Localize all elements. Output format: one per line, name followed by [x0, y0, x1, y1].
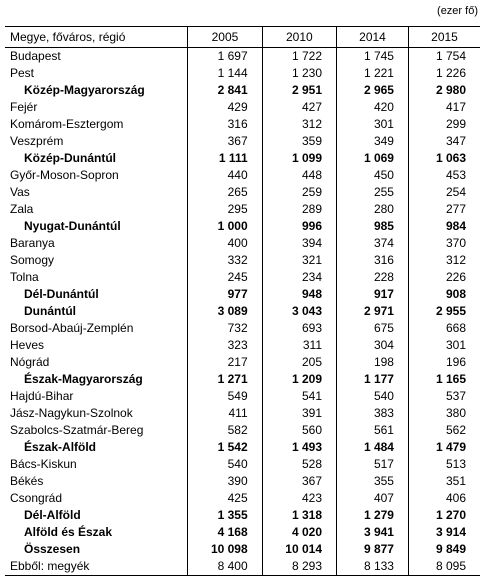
row-label: Budapest	[10, 49, 61, 63]
value-cell-2010: 948	[262, 286, 336, 303]
value-cell-2015: 8 095	[408, 558, 480, 576]
value-cell-2014: 450	[337, 167, 409, 184]
table-row	[5, 456, 480, 473]
value-cell-2005: 582	[188, 422, 262, 439]
value-cell-2014: 540	[337, 388, 409, 405]
table-row	[5, 201, 480, 218]
value-cell-2015: 196	[408, 354, 480, 371]
value-cell-2014: 301	[337, 116, 409, 133]
value-cell-2014: 374	[337, 235, 409, 252]
value-cell-2005: 3 089	[188, 303, 262, 320]
value-cell-2015: 513	[408, 456, 480, 473]
value-cell-2015: 254	[408, 184, 480, 201]
table-row	[5, 286, 480, 303]
table-row	[5, 541, 480, 558]
value-cell-2010: 4 020	[262, 524, 336, 541]
value-cell-2010: 311	[262, 337, 336, 354]
value-cell-2015: 1 479	[408, 439, 480, 456]
value-cell-2015: 370	[408, 235, 480, 252]
value-cell-2014: 1 745	[337, 48, 409, 66]
value-cell-2005: 1 271	[188, 371, 262, 388]
value-cell-2005: 316	[188, 116, 262, 133]
value-cell-2015: 537	[408, 388, 480, 405]
value-cell-2005: 440	[188, 167, 262, 184]
header-region: Megye, főváros, régió	[5, 27, 188, 48]
value-cell-2010: 259	[262, 184, 336, 201]
row-label: Fejér	[10, 100, 38, 114]
value-cell-2010: 1 722	[262, 48, 336, 66]
value-cell-2010: 1 318	[262, 507, 336, 524]
table-row	[5, 524, 480, 541]
table-row	[5, 507, 480, 524]
value-cell-2005: 8 400	[188, 558, 262, 576]
value-cell-2005: 295	[188, 201, 262, 218]
table-row	[5, 48, 480, 66]
value-cell-2005: 540	[188, 456, 262, 473]
value-cell-2010: 312	[262, 116, 336, 133]
table-row	[5, 558, 480, 576]
header-year-2014: 2014	[337, 27, 409, 48]
value-cell-2010: 1 209	[262, 371, 336, 388]
row-label: Veszprém	[10, 134, 64, 148]
value-cell-2005: 1 111	[188, 150, 262, 167]
value-cell-2010: 2 951	[262, 82, 336, 99]
row-label: Hajdú-Bihar	[10, 389, 74, 403]
value-cell-2005: 245	[188, 269, 262, 286]
value-cell-2014: 198	[337, 354, 409, 371]
value-cell-2010: 289	[262, 201, 336, 218]
value-cell-2010: 367	[262, 473, 336, 490]
row-label: Győr-Moson-Sopron	[10, 168, 119, 182]
value-cell-2015: 312	[408, 252, 480, 269]
row-label: Közép-Magyarország	[24, 83, 145, 97]
value-cell-2015: 299	[408, 116, 480, 133]
row-label: Nógrád	[10, 355, 50, 369]
table-row	[5, 116, 480, 133]
value-cell-2005: 4 168	[188, 524, 262, 541]
value-cell-2010: 1 099	[262, 150, 336, 167]
value-cell-2014: 280	[337, 201, 409, 218]
value-cell-2015: 3 914	[408, 524, 480, 541]
value-cell-2014: 304	[337, 337, 409, 354]
value-cell-2005: 332	[188, 252, 262, 269]
table-body	[5, 48, 480, 576]
value-cell-2010: 10 014	[262, 541, 336, 558]
value-cell-2015: 453	[408, 167, 480, 184]
value-cell-2014: 1 279	[337, 507, 409, 524]
row-label: Ebből: megyék	[5, 558, 188, 576]
value-cell-2015: 984	[408, 218, 480, 235]
value-cell-2005: 217	[188, 354, 262, 371]
value-cell-2014: 228	[337, 269, 409, 286]
value-cell-2005: 425	[188, 490, 262, 507]
row-label: Észak-Magyarország	[24, 372, 143, 386]
row-label: Vas	[10, 185, 30, 199]
value-cell-2014: 383	[337, 405, 409, 422]
value-cell-2010: 394	[262, 235, 336, 252]
value-cell-2005: 2 841	[188, 82, 262, 99]
value-cell-2005: 10 098	[188, 541, 262, 558]
value-cell-2010: 560	[262, 422, 336, 439]
value-cell-2010: 693	[262, 320, 336, 337]
row-label: Csongrád	[10, 491, 63, 505]
value-cell-2015: 2 955	[408, 303, 480, 320]
table-row	[5, 82, 480, 99]
row-label: Alföld és Észak	[24, 525, 113, 539]
value-cell-2010: 8 293	[262, 558, 336, 576]
table-row	[5, 150, 480, 167]
value-cell-2005: 323	[188, 337, 262, 354]
table-row	[5, 422, 480, 439]
value-cell-2015: 668	[408, 320, 480, 337]
value-cell-2015: 1 165	[408, 371, 480, 388]
value-cell-2014: 1 069	[337, 150, 409, 167]
table-row	[5, 269, 480, 286]
value-cell-2005: 367	[188, 133, 262, 150]
row-label: Észak-Alföld	[24, 440, 97, 454]
row-label: Dunántúl	[24, 304, 76, 318]
value-cell-2005: 429	[188, 99, 262, 116]
value-cell-2014: 675	[337, 320, 409, 337]
table-row	[5, 320, 480, 337]
table-row	[5, 184, 480, 201]
value-cell-2014: 517	[337, 456, 409, 473]
value-cell-2014: 420	[337, 99, 409, 116]
value-cell-2014: 9 877	[337, 541, 409, 558]
value-cell-2015: 2 980	[408, 82, 480, 99]
value-cell-2015: 1 270	[408, 507, 480, 524]
value-cell-2005: 1 697	[188, 48, 262, 66]
value-cell-2014: 255	[337, 184, 409, 201]
value-cell-2014: 985	[337, 218, 409, 235]
table-row	[5, 490, 480, 507]
value-cell-2015: 1 063	[408, 150, 480, 167]
value-cell-2015: 1 754	[408, 48, 480, 66]
value-cell-2005: 977	[188, 286, 262, 303]
value-cell-2010: 234	[262, 269, 336, 286]
row-label: Borsod-Abaúj-Zemplén	[10, 321, 134, 335]
value-cell-2015: 226	[408, 269, 480, 286]
table-row	[5, 167, 480, 184]
value-cell-2015: 562	[408, 422, 480, 439]
table-row	[5, 473, 480, 490]
table-row	[5, 405, 480, 422]
value-cell-2014: 1 484	[337, 439, 409, 456]
table-row	[5, 371, 480, 388]
row-label: Szabolcs-Szatmár-Bereg	[10, 423, 144, 437]
value-cell-2015: 277	[408, 201, 480, 218]
row-label: Pest	[10, 66, 35, 80]
value-cell-2015: 417	[408, 99, 480, 116]
table-row	[5, 99, 480, 116]
table-row	[5, 337, 480, 354]
value-cell-2015: 908	[408, 286, 480, 303]
row-label: Heves	[10, 338, 45, 352]
value-cell-2005: 549	[188, 388, 262, 405]
header-year-2010: 2010	[262, 27, 336, 48]
value-cell-2014: 2 965	[337, 82, 409, 99]
header-year-2005: 2005	[188, 27, 262, 48]
value-cell-2010: 359	[262, 133, 336, 150]
table-row	[5, 133, 480, 150]
value-cell-2010: 427	[262, 99, 336, 116]
value-cell-2010: 1 493	[262, 439, 336, 456]
table-row	[5, 218, 480, 235]
value-cell-2014: 355	[337, 473, 409, 490]
value-cell-2005: 390	[188, 473, 262, 490]
value-cell-2005: 265	[188, 184, 262, 201]
value-cell-2014: 8 133	[337, 558, 409, 576]
row-label: Somogy	[10, 253, 55, 267]
value-cell-2015: 1 226	[408, 65, 480, 82]
value-cell-2005: 1 542	[188, 439, 262, 456]
value-cell-2010: 996	[262, 218, 336, 235]
value-cell-2014: 1 177	[337, 371, 409, 388]
header-year-2015: 2015	[408, 27, 480, 48]
table-row	[5, 354, 480, 371]
value-cell-2010: 448	[262, 167, 336, 184]
table-row	[5, 252, 480, 269]
value-cell-2015: 9 849	[408, 541, 480, 558]
value-cell-2005: 1 144	[188, 65, 262, 82]
row-label: Közép-Dunántúl	[24, 151, 116, 165]
value-cell-2005: 400	[188, 235, 262, 252]
value-cell-2015: 301	[408, 337, 480, 354]
row-label: Dél-Alföld	[24, 508, 81, 522]
value-cell-2015: 406	[408, 490, 480, 507]
unit-note: (ezer fő)	[437, 5, 478, 17]
table-row	[5, 303, 480, 320]
value-cell-2005: 1 355	[188, 507, 262, 524]
value-cell-2014: 917	[337, 286, 409, 303]
value-cell-2010: 541	[262, 388, 336, 405]
row-label: Bács-Kiskun	[10, 457, 77, 471]
value-cell-2010: 1 230	[262, 65, 336, 82]
table-row	[5, 235, 480, 252]
row-label: Nyugat-Dunántúl	[24, 219, 121, 233]
value-cell-2005: 1 000	[188, 218, 262, 235]
value-cell-2005: 732	[188, 320, 262, 337]
value-cell-2014: 2 971	[337, 303, 409, 320]
value-cell-2014: 316	[337, 252, 409, 269]
value-cell-2010: 321	[262, 252, 336, 269]
value-cell-2015: 351	[408, 473, 480, 490]
value-cell-2014: 349	[337, 133, 409, 150]
value-cell-2010: 423	[262, 490, 336, 507]
table-row	[5, 65, 480, 82]
value-cell-2014: 407	[337, 490, 409, 507]
value-cell-2010: 3 043	[262, 303, 336, 320]
value-cell-2014: 561	[337, 422, 409, 439]
value-cell-2010: 205	[262, 354, 336, 371]
row-label: Zala	[10, 202, 34, 216]
value-cell-2014: 1 221	[337, 65, 409, 82]
value-cell-2014: 3 941	[337, 524, 409, 541]
table-row	[5, 388, 480, 405]
value-cell-2010: 528	[262, 456, 336, 473]
row-label: Jász-Nagykun-Szolnok	[10, 406, 133, 420]
header-row	[5, 27, 480, 48]
population-table	[5, 26, 480, 576]
row-label: Tolna	[10, 270, 39, 284]
row-label: Baranya	[10, 236, 55, 250]
row-label: Békés	[10, 474, 44, 488]
value-cell-2015: 380	[408, 405, 480, 422]
table-row	[5, 439, 480, 456]
value-cell-2005: 411	[188, 405, 262, 422]
row-label: Összesen	[24, 542, 81, 556]
row-label: Komárom-Esztergom	[10, 117, 124, 131]
row-label: Dél-Dunántúl	[24, 287, 99, 301]
value-cell-2015: 347	[408, 133, 480, 150]
value-cell-2010: 391	[262, 405, 336, 422]
